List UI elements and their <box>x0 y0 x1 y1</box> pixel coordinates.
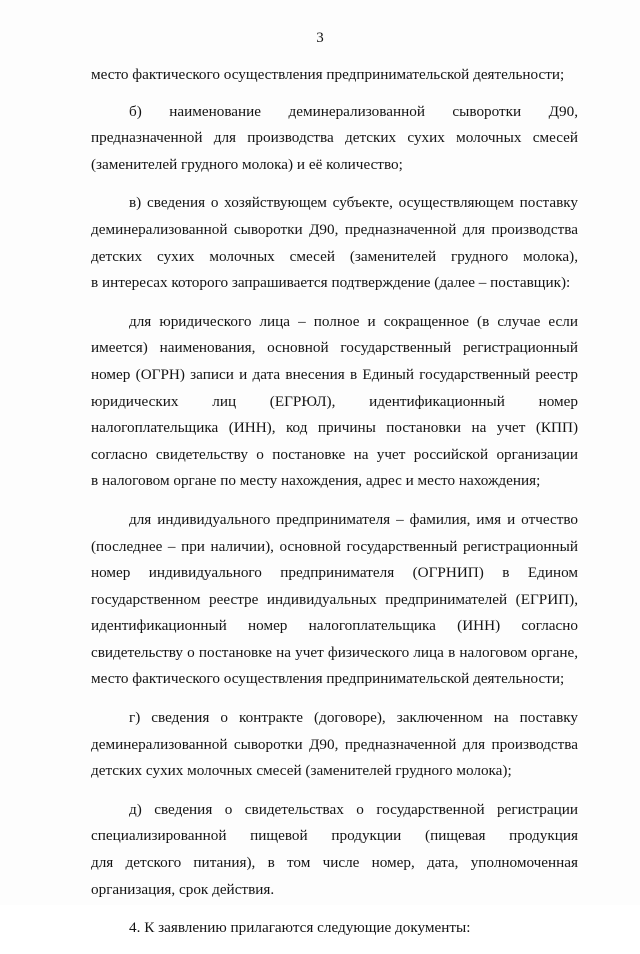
text-line: для индивидуального предпринимателя – фамилия, имя и отчество <box>129 510 578 528</box>
text-line: в) сведения о хозяйствующем субъекте, осуществляющем поставку <box>129 194 578 212</box>
paragraph-4-attached-documents <box>91 915 578 942</box>
paragraph-individual-entrepreneur <box>91 507 578 693</box>
text-line: для юридического лица – полное и сокращенное (в случае если <box>129 312 578 330</box>
text-line: место фактического осуществления предпринимательской деятельности; <box>91 66 565 83</box>
paragraph-b-product-name <box>91 99 578 179</box>
paragraph-v-supplier-info <box>91 190 578 296</box>
text-line: специализированной пищевой продукции (пищевая продукция <box>91 827 578 845</box>
text-line: идентификационный номер налогоплательщика (ИНН) согласно <box>91 617 578 635</box>
document-body <box>91 62 578 954</box>
text-line: государственном реестре индивидуальных предпринимателей (ЕГРИП), <box>91 590 578 608</box>
text-line: согласно свидетельству о постановке на учет российской организации <box>91 445 578 463</box>
text-line: (последнее – при наличии), основной государственный регистрационный <box>91 537 578 555</box>
paragraph-legal-entity <box>91 309 578 495</box>
text-line: 4. К заявлению прилагаются следующие документы: <box>129 919 471 937</box>
text-line: б) наименование деминерализованной сыворотки Д90, <box>129 102 578 120</box>
text-line: д) сведения о свидетельствах о государственной регистрации <box>129 800 578 818</box>
paragraph-d-registration-certificates <box>91 797 578 903</box>
text-line: детских сухих молочных смесей (заменителей грудного молока); <box>91 762 512 780</box>
text-line: деминерализованной сыворотки Д90, предназначенной для производства <box>91 735 578 753</box>
text-line: в налоговом органе по месту нахождения, адрес и место нахождения; <box>91 472 541 490</box>
text-line: место фактического осуществления предпринимательской деятельности; <box>91 670 565 688</box>
text-line: организация, срок действия. <box>91 880 275 898</box>
text-line: налогоплательщика (ИНН), код причины постановки на учет (КПП) <box>91 419 578 437</box>
text-line: для детского питания), в том числе номер, дата, уполномоченная <box>91 854 578 872</box>
text-line: г) сведения о контракте (договоре), заключенном на поставку <box>129 709 578 727</box>
text-line: предназначенной для производства детских сухих молочных смесей <box>91 129 578 147</box>
text-line: номер индивидуального предпринимателя (ОГРНИП) в Едином <box>91 564 578 582</box>
text-line: (заменителей грудного молока) и её количество; <box>91 155 403 173</box>
paragraph-continuation <box>91 62 578 89</box>
text-line: в интересах которого запрашивается подтверждение (далее – поставщик): <box>91 274 571 292</box>
text-line: свидетельству о постановке на учет физического лица в налоговом органе, <box>91 643 578 661</box>
text-line: деминерализованной сыворотки Д90, предназначенной для производства <box>91 220 578 238</box>
text-line: номер (ОГРН) записи и дата внесения в Единый государственный реестр <box>91 365 578 383</box>
text-line: имеется) наименования, основной государственный регистрационный <box>91 339 578 357</box>
paragraph-g-contract-info <box>91 705 578 785</box>
text-line: детских сухих молочных смесей (заменителей грудного молока), <box>91 247 578 265</box>
page-number: 3 <box>316 30 324 46</box>
text-line: юридических лиц (ЕГРЮЛ), идентификационный номер <box>91 392 578 410</box>
